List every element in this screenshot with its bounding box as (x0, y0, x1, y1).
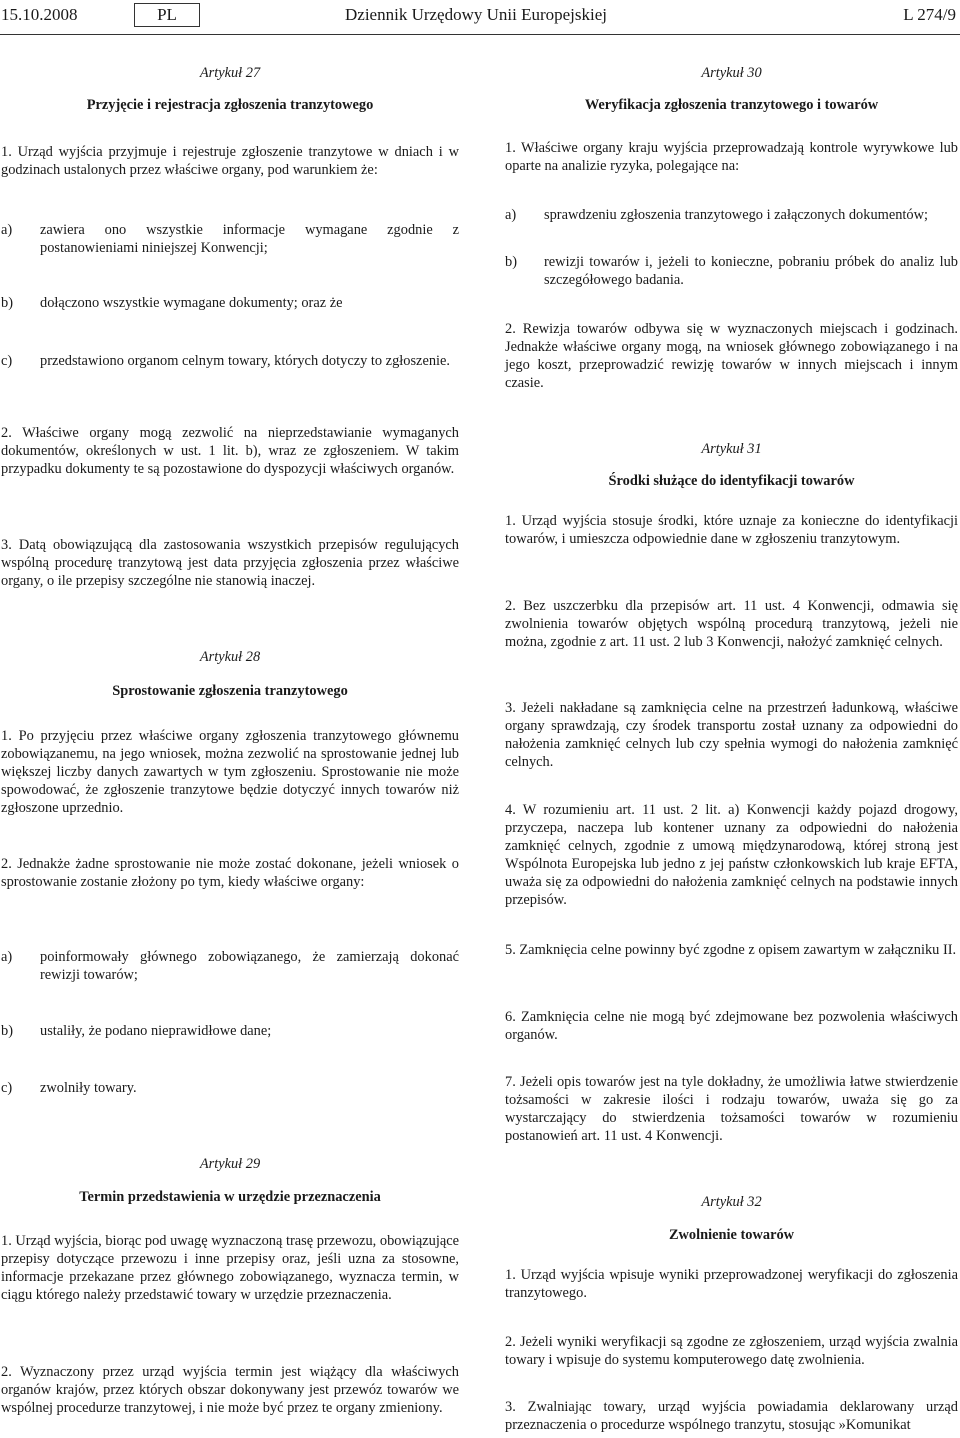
article-30-number: Artykuł 30 (701, 65, 762, 81)
article-29-paragraph-2: 2. Wyznaczony przez urząd wyjścia termin jest wiążący dla właściwych organów krajów, przez których obszar dokonywany jest przewóz towarów we wspólnej procedurze tranzytowej, i nie może być przez te organy zmieniony. (1, 1364, 459, 1416)
article-31-paragraph-3: 3. Jeżeli nakładane są zamknięcia celne na przestrzeń ładunkową, właściwe organy sprawdzają, czy środek transportu został uznany za odpowiedni do nałożenia zamknięć celnych lub czy spełnia wymogi do nałożenia zamknięć celnych. (505, 700, 958, 770)
journal-title: Dziennik Urzędowy Unii Europejskiej (345, 5, 608, 24)
article-29-number: Artykuł 29 (199, 1156, 261, 1172)
article-31-paragraph-7: 7. Jeżeli opis towarów jest na tyle dokładny, że umożliwia łatwe stwierdzenie tożsamości w zakresie ilości i rodzaju towarów, uważa się go za wystarczający do stwierdzenia tożsamości towarów w rozumieniu postanowień art. 11 ust. 4 Konwencji. (505, 1074, 958, 1144)
item-text: rewizji towarów i, jeżeli to konieczne, pobraniu próbek do analiz lub szczegółowego badania. (544, 254, 958, 288)
item-text: ustaliły, że podano nieprawidłowe dane; (40, 1023, 272, 1039)
article-27-paragraph-2: 2. Właściwe organy mogą zezwolić na nieprzedstawianie wymaganych dokumentów, określonych w ust. 1 lit. b), wraz ze zgłoszeniem. W takim przypadku dokumenty te są pozostawione do dyspozycji właściwych organów. (1, 425, 459, 477)
article-31-number: Artykuł 31 (701, 441, 762, 457)
article-32-number: Artykuł 32 (701, 1194, 762, 1210)
article-32-paragraph-2: 2. Jeżeli wyniki weryfikacji są zgodne ze zgłoszeniem, urząd wyjścia zwalnia towary i wpisuje do systemu komputerowego datę zwolnienia. (505, 1334, 958, 1368)
article-31-paragraph-6: 6. Zamknięcia celne nie mogą być zdejmowane bez pozwolenia właściwych organów. (505, 1009, 958, 1043)
article-32-paragraph-3: 3. Zwalniając towary, urząd wyjścia powiadamia deklarowany urząd przeznaczenia o procedurze wspólnego tranzytu, stosując »Komunikat (505, 1399, 958, 1433)
article-28-title: Sprostowanie zgłoszenia tranzytowego (112, 683, 348, 699)
header-rule (0, 34, 960, 35)
article-31-paragraph-2: 2. Bez uszczerbku dla przepisów art. 11 ust. 4 Konwencji, odmawia się zwolnienia towarów objętych wspólną procedurą tranzytową, jeżeli nie można, zgodnie z art. 11 ust. 2 lub 3 Konwencji, nałożyć zamknięć celnych. (505, 598, 958, 650)
item-label: b) (505, 254, 517, 270)
item-label: a) (1, 949, 13, 965)
article-32-title: Zwolnienie towarów (668, 1227, 795, 1243)
article-27-title: Przyjęcie i rejestracja zgłoszenia tranzytowego (86, 97, 374, 113)
article-31-paragraph-4: 4. W rozumieniu art. 11 ust. 2 lit. a) Konwencji każdy pojazd drogowy, przyczepa, naczepa lub kontener uznany za odpowiedni do nałożenia zamknięć celnych, zgodnie z umową międzynarodową, której stroną jest Wspólnota Europejska lub jedno z jej państw członkowskich lub kraje EFTA, uważa się za odpowiedni do nałożenia zamknięć celnych na podstawie innych przepisów. (505, 802, 958, 908)
item-label: a) (505, 207, 517, 223)
item-text: przedstawiono organom celnym towary, których dotyczy to zgłoszenie. (40, 353, 451, 369)
article-32-paragraph-1: 1. Urząd wyjścia wpisuje wyniki przeprowadzonej weryfikacji do zgłoszenia tranzytowego. (505, 1267, 958, 1301)
page-reference: L 274/9 (903, 5, 956, 24)
item-label: b) (1, 295, 13, 311)
article-29-paragraph-1: 1. Urząd wyjścia, biorąc pod uwagę wyznaczoną trasę przewozu, obowiązujące przepisy dotyczące przewozu i inne przepisy oraz, jeśli uzna za stosowne, informacje przekazane przez głównego zobowiązanego, wyznacza termin, w ciągu którego należy przedstawić towary w urzędzie przeznaczenia. (1, 1233, 459, 1303)
article-27-paragraph-3: 3. Datą obowiązującą dla zastosowania wszystkich przepisów regulujących wspólną procedurę tranzytową jest data przyjęcia zgłoszenia przez właściwe organy, o ile przepisy szczególne nie stanowią inaczej. (1, 537, 459, 589)
article-27-paragraph-1: 1. Urząd wyjścia przyjmuje i rejestruje zgłoszenie tranzytowe w dniach i w godzinach ustalonych przez właściwe organy, pod warunkiem że: (1, 144, 459, 178)
article-28-paragraph-1: 1. Po przyjęciu przez właściwe organy zgłoszenia tranzytowego głównemu zobowiązanemu, na jego wniosek, można zezwolić na sprostowanie jednej lub większej liczby danych zawartych w tym zgłoszeniu. Sprostowanie nie może spowodować, że zgłoszenie tranzytowe będzie dotyczyć innych towarów niż zgłoszone uprzednio. (1, 728, 459, 816)
article-31-paragraph-5: 5. Zamknięcia celne powinny być zgodne z opisem zawartym w załączniku II. (505, 942, 957, 958)
language-code: PL (134, 3, 200, 27)
article-30-paragraph-1: 1. Właściwe organy kraju wyjścia przeprowadzają kontrole wyrywkowe lub oparte na analizie ryzyka, polegające na: (505, 140, 958, 174)
publication-date: 15.10.2008 (1, 5, 78, 24)
article-30-paragraph-2: 2. Rewizja towarów odbywa się w wyznaczonych miejscach i godzinach. Jednakże właściwe organy mogą, na wniosek głównego zobowiązanego i na jego koszt, przeprowadzić rewizję towarów w innych miejscach i innym czasie. (505, 321, 958, 391)
item-label: c) (1, 353, 13, 369)
page-header (0, 0, 960, 34)
item-text: poinformowały głównego zobowiązanego, że zamierzają dokonać rewizji towarów; (40, 949, 459, 983)
item-label: b) (1, 1023, 13, 1039)
item-label: a) (1, 222, 13, 238)
article-28-paragraph-2: 2. Jednakże żadne sprostowanie nie może zostać dokonane, jeżeli wniosek o sprostowanie zostanie złożony po tym, kiedy właściwe organy: (1, 856, 459, 890)
article-30-title: Weryfikacja zgłoszenia tranzytowego i towarów (584, 97, 879, 113)
article-31-paragraph-1: 1. Urząd wyjścia stosuje środki, które uznaje za konieczne do identyfikacji towarów, i umieszcza odpowiednie dane w zgłoszeniu tranzytowym. (505, 513, 958, 547)
item-label: c) (1, 1080, 13, 1096)
item-text: zwolniły towary. (40, 1080, 137, 1096)
item-text: dołączono wszystkie wymagane dokumenty; oraz że (40, 295, 343, 311)
article-29-title: Termin przedstawienia w urzędzie przeznaczenia (79, 1189, 381, 1205)
article-28-number: Artykuł 28 (199, 649, 261, 665)
article-31-title: Środki służące do identyfikacji towarów (608, 473, 855, 489)
article-27-number: Artykuł 27 (199, 65, 261, 81)
item-text: zawiera ono wszystkie informacje wymagane zgodnie z postanowieniami niniejszej Konwencji; (40, 222, 459, 256)
item-text: sprawdzeniu zgłoszenia tranzytowego i załączonych dokumentów; (544, 207, 929, 223)
